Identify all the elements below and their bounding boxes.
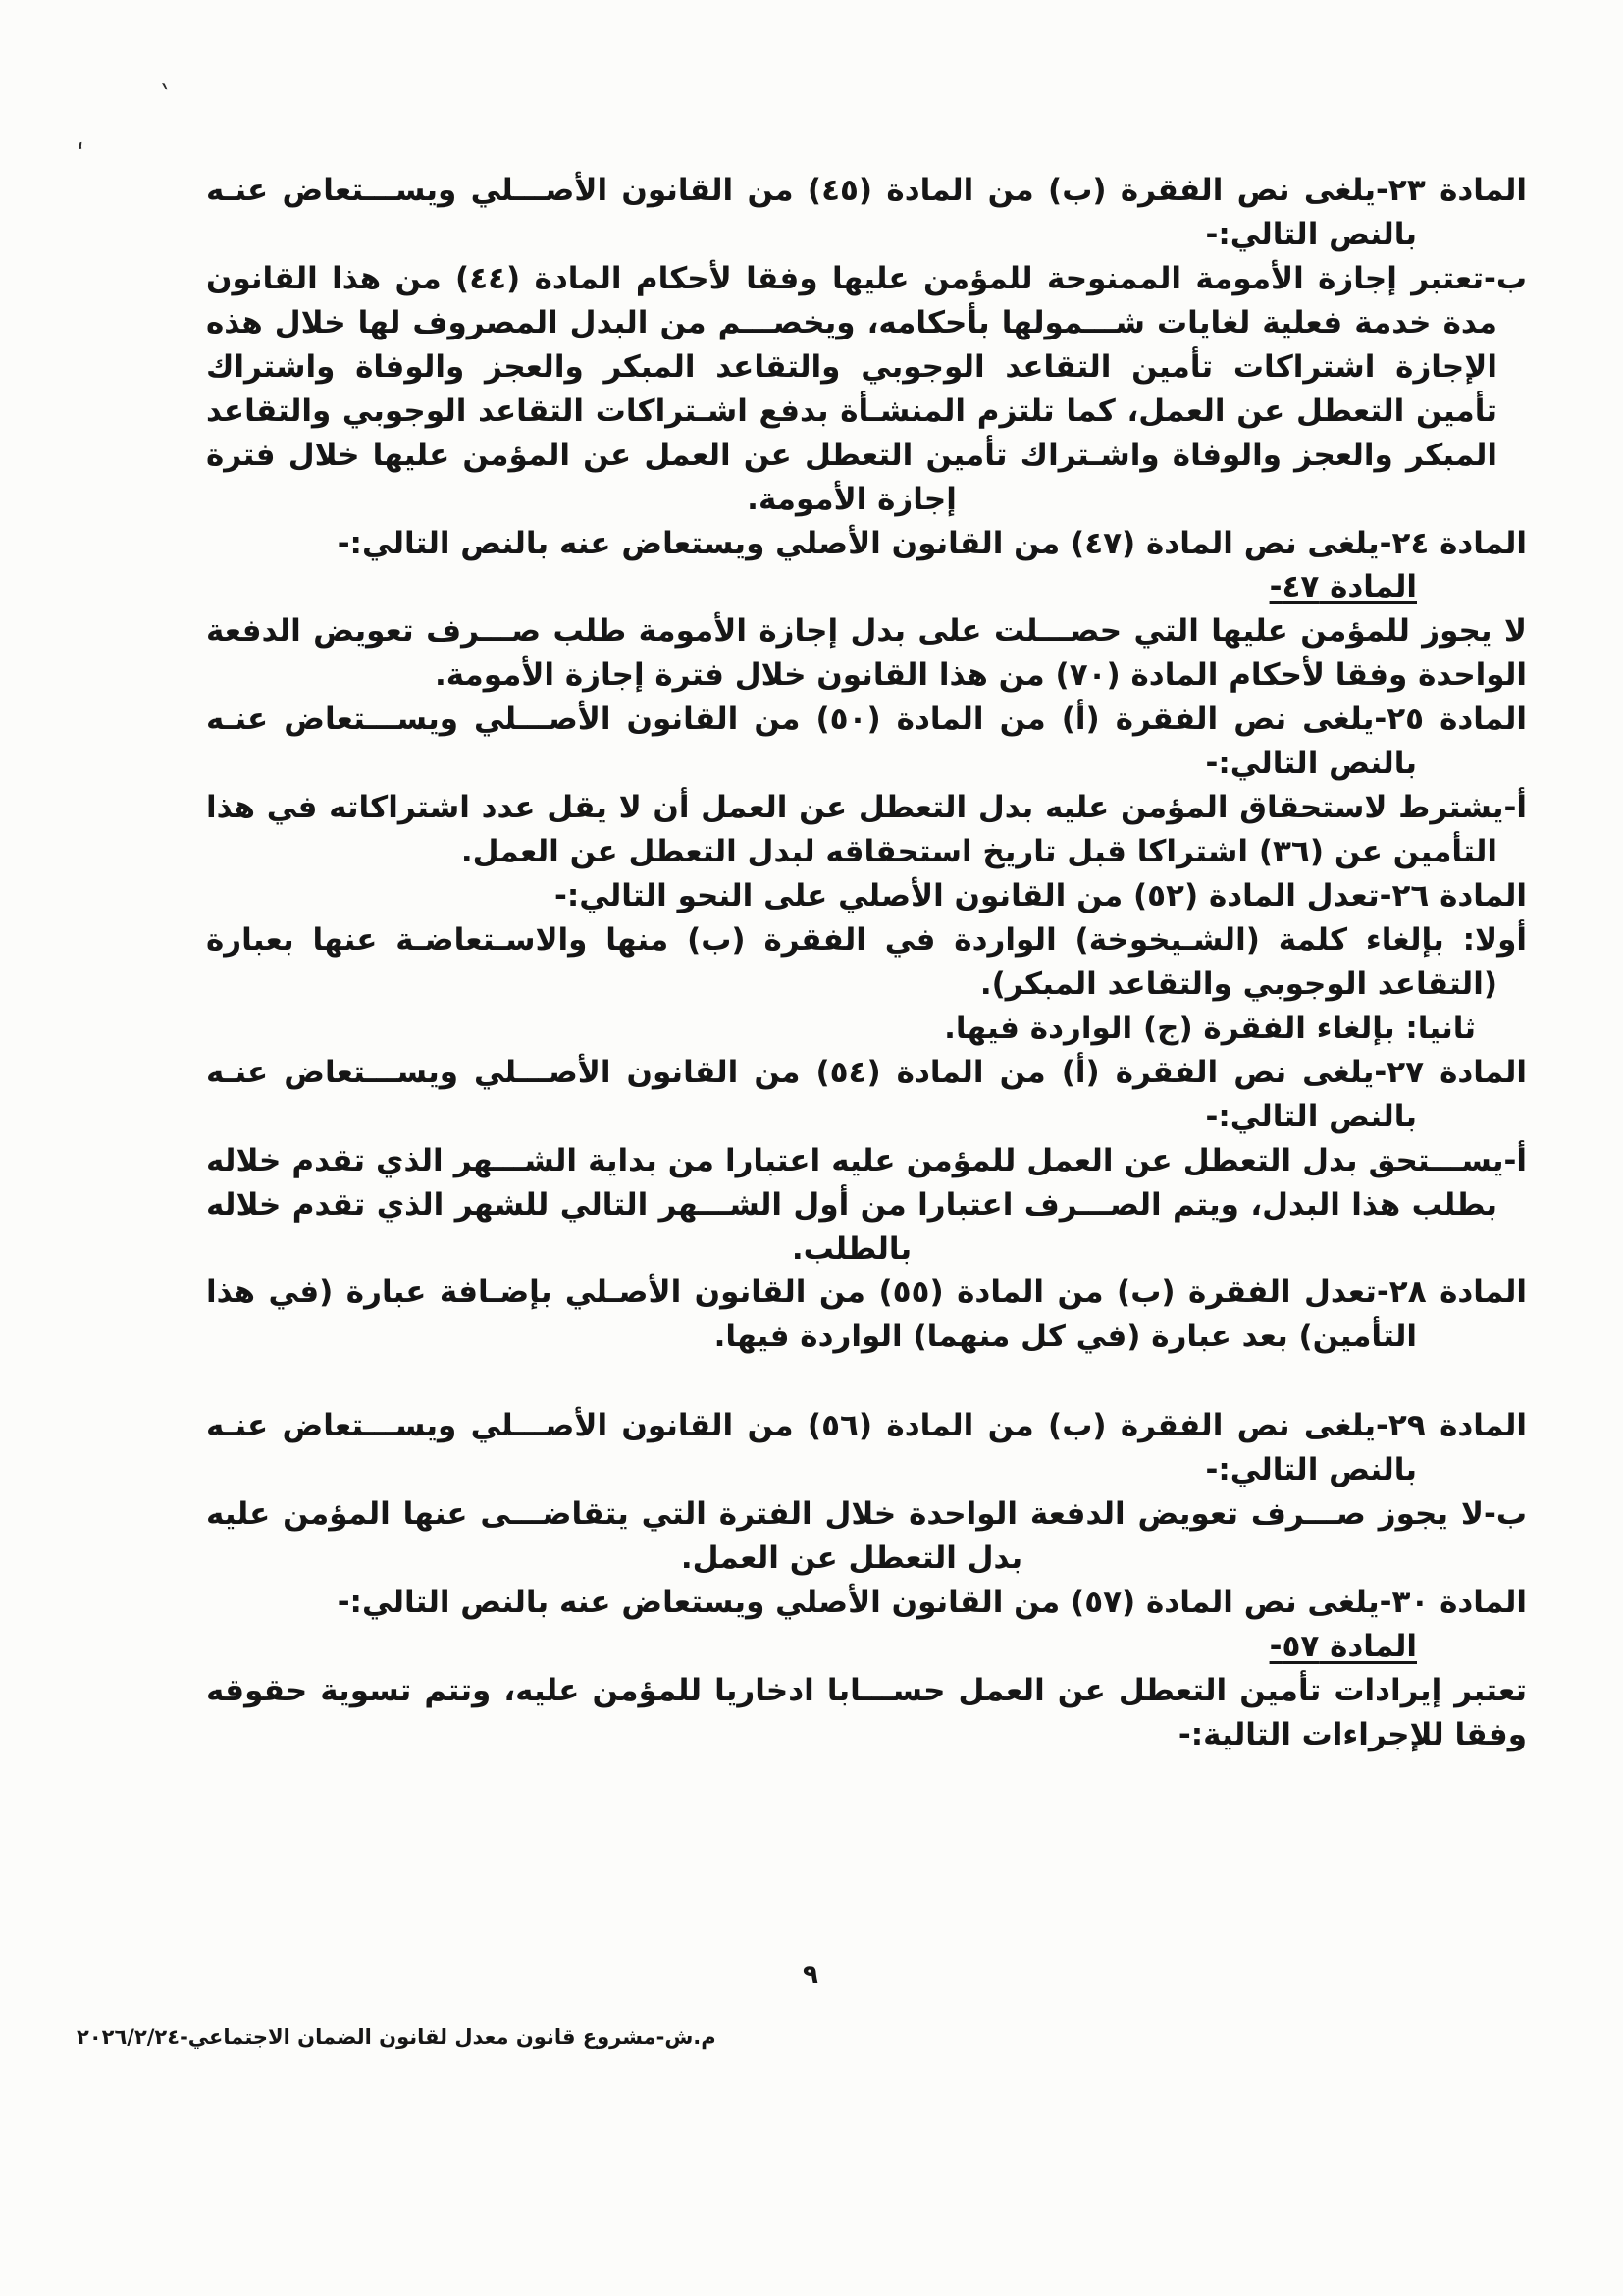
article-24-heading: المادة ٢٤-يلغى نص المادة (٤٧) من القانون الأصلي ويستعاض عنه بالنص التالي:-	[337, 525, 1527, 561]
article-28-heading: المادة ٢٨-تعدل الفقرة (ب) من المادة (٥٥) من القانون الأصـلي بإضـافة عبارة (في هذا التأمين) بعد عبارة (في كل منهما) الواردة فيها.	[206, 1275, 1527, 1355]
scan-artifact-mark: ،	[72, 123, 86, 157]
article-27-heading: المادة ٢٧-يلغى نص الفقرة (أ) من المادة (٥٤) من القانون الأصـــلي ويســـتعاض عنـه بالنص التالي:-	[206, 1054, 1527, 1134]
article-57-title	[206, 1625, 1527, 1669]
article-47-text: لا يجوز للمؤمن عليها التي حصـــلت على بدل إجازة الأمومة طلب صـــرف تعويض الدفعة الواحدة وفقا لأحكام المادة (٧٠) من هذا القانون خلال فترة إجازة الأمومة.	[206, 613, 1527, 694]
article-26-heading: المادة ٢٦-تعدل المادة (٥٢) من القانون الأصلي على النحو التالي:-	[553, 878, 1527, 913]
article-26-item-first: أولا: بإلغاء كلمة (الشـيخوخة) الواردة في الفقرة (ب) منها والاسـتعاضـة عنها بعبارة (التقاعد الوجوبي والتقاعد المبكر).	[206, 921, 1527, 1002]
article-26-item-second: ثانيا: بإلغاء الفقرة (ج) الواردة فيها.	[944, 1010, 1476, 1046]
article-23-heading: المادة ٢٣-يلغى نص الفقرة (ب) من المادة (٤٥) من القانون الأصـــلي ويســـتعاض عنـه بالنص التالي:-	[206, 173, 1527, 252]
footer-note: م.ش-مشروع قانون معدل لقانون الضمان الاجتماعي-٢٠٢٦/٢/٢٤	[77, 2025, 716, 2049]
document-body	[206, 169, 1527, 1757]
article-25-clause-a: أ-يشترط لاستحقاق المؤمن عليه بدل التعطل عن العمل أن لا يقل عدد اشتراكاته في هذا التأمين عن (٣٦) اشتراكا قبل تاريخ استحقاقه لبدل التعطل عن العمل.	[206, 790, 1527, 870]
article-25-heading: المادة ٢٥-يلغى نص الفقرة (أ) من المادة (٥٠) من القانون الأصـــلي ويســـتعاض عنـه بالنص التالي:-	[206, 702, 1527, 782]
article-23-clause-b: ب-تعتبر إجازة الأمومة الممنوحة للمؤمن عليها وفقا لأحكام المادة (٤٤) من هذا القانون مدة خدمة فعلية لغايات شـــمولها بأحكامه، ويخصـــم من البدل المصروف لها خلال هذه الإجازة اشتراكات تأمين التقاعد الوجوبي والتقاعد المبكر والعجز والوفاة واشتراك تأمين التعطل عن العمل، كما تلتزم المنشـأة بدفع اشـتراكات التقاعد الوجوبي والتقاعد المبكر والعجز والوفاة واشـتراك تأمين التعطل عن العمل عن المؤمن عليها خلال فترة إجازة الأمومة.	[206, 260, 1527, 517]
article-47-title	[206, 565, 1527, 609]
article-30-heading: المادة ٣٠-يلغى نص المادة (٥٧) من القانون الأصلي ويستعاض عنه بالنص التالي:-	[337, 1585, 1527, 1621]
scan-artifact-mark: `	[153, 78, 175, 115]
article-57-text: تعتبر إيرادات تأمين التعطل عن العمل حســـابا ادخاريا للمؤمن عليه، وتتم تسوية حقوقه وفقا للإجراءات التالية:-	[206, 1672, 1527, 1752]
page-number: ٩	[803, 1960, 818, 1990]
article-47-title-text: المادة ٤٧-	[1269, 569, 1417, 605]
article-27-clause-a: أ-يســـتحق بدل التعطل عن العمل للمؤمن عليه اعتبارا من بداية الشـــهر الذي تقدم خلاله بطلب هذا البدل، ويتم الصـــرف اعتبارا من أول الشـــهر التالي للشهر الذي تقدم خلاله بالطلب.	[206, 1142, 1527, 1267]
article-29-heading: المادة ٢٩-يلغى نص الفقرة (ب) من المادة (٥٦) من القانون الأصـــلي ويســـتعاض عنـه بالنص التالي:-	[206, 1408, 1527, 1488]
article-29-clause-b: ب-لا يجوز صـــرف تعويض الدفعة الواحدة خلال الفترة التي يتقاضـــى عنها المؤمن عليه بدل التعطل عن العمل.	[206, 1496, 1527, 1577]
article-57-title-text: المادة ٥٧-	[1269, 1629, 1417, 1664]
